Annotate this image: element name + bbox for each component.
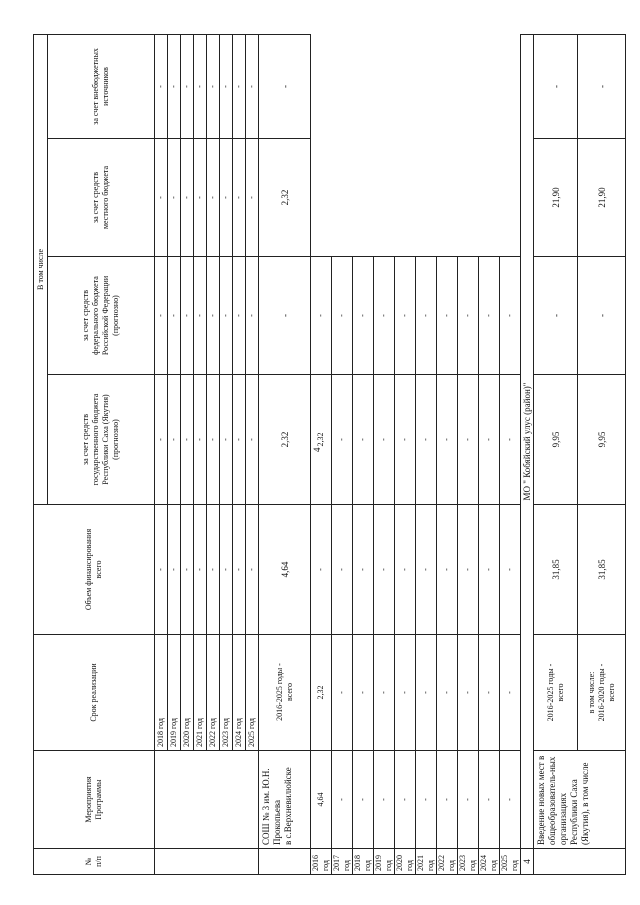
header-in-total: В том числе [34, 34, 48, 504]
top-period: 2019 год [168, 635, 181, 751]
school-period: 2024 год [479, 849, 500, 875]
school-total-sum: 4,64 [259, 505, 311, 635]
school-row [500, 34, 521, 874]
school-republic: - [416, 635, 437, 751]
school-period: 2017 год [332, 849, 353, 875]
last-republic-1: 9,95 [534, 375, 578, 505]
page-number: 4 [312, 447, 322, 452]
top-extra: - [168, 34, 181, 138]
top-local: - [194, 139, 207, 257]
school-extra: - [395, 257, 416, 375]
header-extra: за счет внебюджетных источников [48, 34, 155, 138]
school-republic: - [437, 635, 458, 751]
school-federal: - [395, 505, 416, 635]
school-local: - [416, 375, 437, 505]
school-row [479, 34, 500, 874]
school-row [332, 34, 353, 874]
school-local: - [353, 375, 374, 505]
school-row [395, 34, 416, 874]
top-total: - [168, 505, 181, 635]
school-republic: - [395, 635, 416, 751]
school-total-period: 2016-2025 годы - всего [259, 635, 311, 751]
school-period: 2018 год [353, 849, 374, 875]
school-republic: - [374, 635, 395, 751]
school-total: - [458, 751, 479, 849]
top-total: - [207, 505, 220, 635]
school-local: - [395, 375, 416, 505]
top-local: - [155, 139, 168, 257]
top-row [233, 34, 246, 874]
school-republic: - [500, 635, 521, 751]
school-row [311, 34, 332, 874]
top-federal: - [220, 257, 233, 375]
school-period: 2020 год [395, 849, 416, 875]
top-rows [155, 34, 259, 874]
last-federal-1: - [534, 257, 578, 375]
school-republic: - [458, 635, 479, 751]
school-extra: - [353, 257, 374, 375]
school-republic: - [479, 635, 500, 751]
top-extra: - [233, 34, 246, 138]
top-local: - [181, 139, 194, 257]
school-total: - [500, 751, 521, 849]
school-local: - [374, 375, 395, 505]
top-republic: - [207, 375, 220, 505]
school-local: - [479, 375, 500, 505]
financing-table [33, 34, 626, 875]
school-total: - [416, 751, 437, 849]
district-label: МО " Кобяйский улус (район)" [521, 34, 534, 848]
top-republic: - [181, 375, 194, 505]
school-local: - [332, 375, 353, 505]
top-federal: - [168, 257, 181, 375]
school-name: СОШ № 3 им. Ю.Н. Прокопьева в с.Верхневилюйске [259, 751, 311, 849]
school-total-extra: - [259, 34, 311, 138]
top-local: - [233, 139, 246, 257]
last-total-2: 31,85 [578, 505, 626, 635]
school-period: 2022 год [437, 849, 458, 875]
school-extra: - [374, 257, 395, 375]
header-total: Объем финансирования всего [34, 505, 155, 635]
school-total: 4,64 [311, 751, 332, 849]
school-extra: - [458, 257, 479, 375]
top-extra: - [220, 34, 233, 138]
top-total: - [181, 505, 194, 635]
top-extra: - [194, 34, 207, 138]
school-total: - [332, 751, 353, 849]
top-republic: - [155, 375, 168, 505]
top-period: 2021 год [194, 635, 207, 751]
school-federal: - [479, 505, 500, 635]
top-federal: - [155, 257, 168, 375]
top-row [155, 34, 168, 874]
school-row [416, 34, 437, 874]
school-local: - [437, 375, 458, 505]
top-extra: - [181, 34, 194, 138]
school-period: 2021 год [416, 849, 437, 875]
top-row [220, 34, 233, 874]
school-block [259, 34, 311, 874]
top-local: - [246, 139, 259, 257]
top-republic: - [194, 375, 207, 505]
top-extra: - [246, 34, 259, 138]
top-federal: - [246, 257, 259, 375]
rotated-table-container [33, 35, 616, 875]
school-federal: - [332, 505, 353, 635]
top-period: 2020 год [181, 635, 194, 751]
last-event: Введение новых мест в общеобразователь-ных организациях Республики Саха (Якутия), в том числе [534, 751, 626, 849]
school-extra: - [437, 257, 458, 375]
top-total: - [155, 505, 168, 635]
last-total-1: 31,85 [534, 505, 578, 635]
top-federal: - [207, 257, 220, 375]
last-local-1: 21,90 [534, 139, 578, 257]
top-event-col [155, 751, 259, 849]
top-local: - [168, 139, 181, 257]
top-total: - [194, 505, 207, 635]
school-extra: - [479, 257, 500, 375]
school-federal: - [416, 505, 437, 635]
school-federal: - [311, 505, 332, 635]
last-extra-2: - [578, 34, 626, 138]
school-extra: - [500, 257, 521, 375]
last-period-1: 2016-2025 годы - всего [534, 635, 578, 751]
school-extra: - [311, 257, 332, 375]
top-federal: - [233, 257, 246, 375]
header-num: № п/п [34, 849, 155, 875]
school-local: - [458, 375, 479, 505]
last-local-2: 21,90 [578, 139, 626, 257]
top-republic: - [233, 375, 246, 505]
school-year-rows [311, 34, 521, 874]
school-total: - [437, 751, 458, 849]
top-total: - [246, 505, 259, 635]
school-extra: - [416, 257, 437, 375]
top-row [181, 34, 194, 874]
top-local: - [220, 139, 233, 257]
school-local: 2,32 [311, 375, 332, 505]
school-period: 2025 год [500, 849, 521, 875]
school-row [353, 34, 374, 874]
school-extra: - [332, 257, 353, 375]
school-period: 2016 год [311, 849, 332, 875]
last-republic-2: 9,95 [578, 375, 626, 505]
top-row [246, 34, 259, 874]
top-extra: - [207, 34, 220, 138]
top-period: 2024 год [233, 635, 246, 751]
top-federal: - [181, 257, 194, 375]
header-local: за счет средств местного бюджета [48, 139, 155, 257]
header-republic: за счет средств государственного бюджета Республики Саха (Якутия) (прогнозно) [48, 375, 155, 505]
district-block [521, 34, 626, 874]
school-total: - [374, 751, 395, 849]
school-total-federal: - [259, 257, 311, 375]
top-row [168, 34, 181, 874]
school-republic: - [332, 635, 353, 751]
top-federal: - [194, 257, 207, 375]
last-period-2: в том числе: 2016-2020 годы - всего [578, 635, 626, 751]
top-period: 2025 год [246, 635, 259, 751]
top-local: - [207, 139, 220, 257]
school-total: - [353, 751, 374, 849]
school-total-local: 2,32 [259, 139, 311, 257]
top-row [194, 34, 207, 874]
school-federal: - [458, 505, 479, 635]
school-federal: - [500, 505, 521, 635]
top-period: 2018 год [155, 635, 168, 751]
school-period: 2019 год [374, 849, 395, 875]
top-extra: - [155, 34, 168, 138]
school-num [259, 849, 311, 875]
top-total: - [233, 505, 246, 635]
top-period: 2022 год [207, 635, 220, 751]
school-total: - [479, 751, 500, 849]
school-local: - [500, 375, 521, 505]
school-federal: - [437, 505, 458, 635]
last-federal-2: - [578, 257, 626, 375]
last-num [534, 849, 626, 875]
school-total-republic: 2,32 [259, 375, 311, 505]
top-republic: - [246, 375, 259, 505]
top-row [207, 34, 220, 874]
school-row [458, 34, 479, 874]
header-federal: за счет средств федерального бюджета Российской Федерации (прогнозно) [48, 257, 155, 375]
school-republic: 2,32 [311, 635, 332, 751]
school-total: - [395, 751, 416, 849]
header-event: Мероприятия Программы [34, 751, 155, 849]
last-extra-1: - [534, 34, 578, 138]
school-federal: - [353, 505, 374, 635]
top-period: 2023 год [220, 635, 233, 751]
top-total: - [220, 505, 233, 635]
top-republic: - [168, 375, 181, 505]
school-federal: - [374, 505, 395, 635]
top-num-col [155, 849, 259, 875]
school-republic: - [353, 635, 374, 751]
header-period: Срок реализации [34, 635, 155, 751]
school-row [374, 34, 395, 874]
top-republic: - [220, 375, 233, 505]
school-period: 2023 год [458, 849, 479, 875]
district-num: 4 [521, 849, 534, 875]
school-row [437, 34, 458, 874]
